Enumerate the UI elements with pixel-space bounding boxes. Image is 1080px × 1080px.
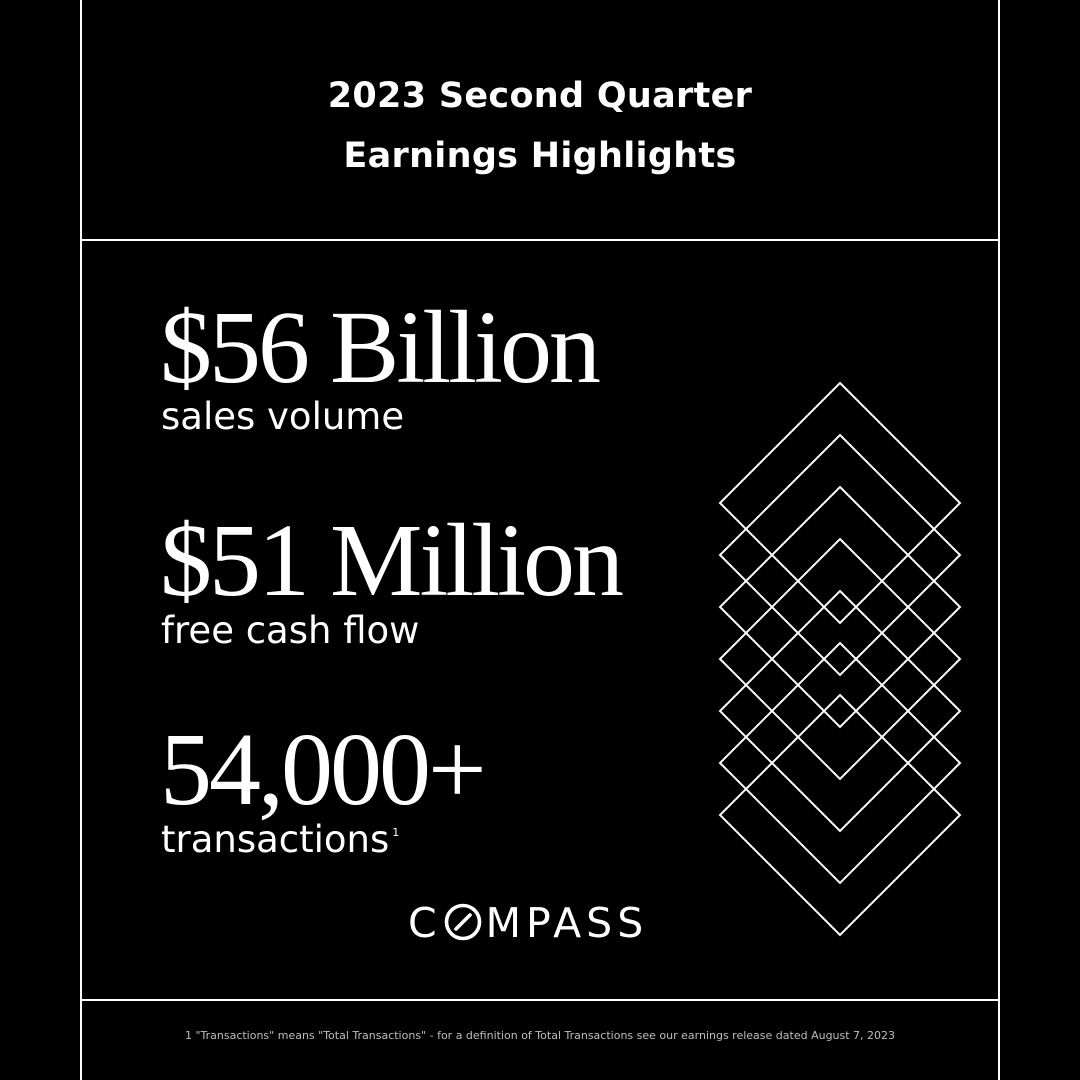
page-title-line-1: 2023 Second Quarter (327, 76, 753, 116)
footnote-text: 1 "Transactions" means "Total Transactions" - for a definition of Total Transactions see our earnings release dated August 7, 2023 (184, 1029, 896, 1042)
stat-sales-volume-value: $56 Billion (160, 290, 598, 405)
stat-transactions-label (161, 818, 400, 861)
page-title-line-2: Earnings Highlights (343, 136, 737, 176)
diamond-4 (720, 539, 960, 779)
footer-divider (80, 999, 1000, 1001)
diamond-3 (720, 487, 960, 727)
diamond-2 (720, 435, 960, 675)
stat-transactions-value: 54,000+ (160, 712, 484, 827)
frame-right-border (998, 0, 1000, 1080)
stat-free-cash-flow-label: free cash flow (161, 609, 420, 652)
diamond-5 (720, 591, 960, 831)
compass-logo (408, 899, 649, 947)
logo-letter-c: C (408, 899, 442, 947)
header-divider (80, 239, 1000, 241)
footnote-reference-mark: 1 (392, 826, 400, 839)
diamond-lattice-icon (710, 375, 970, 945)
diamond-7 (720, 695, 960, 935)
stat-free-cash-flow-value: $51 Million (160, 503, 622, 618)
logo-letters-mpass: MPASS (485, 899, 649, 947)
compass-o-icon (443, 902, 483, 942)
stat-transactions-label-text: transactions (161, 818, 390, 861)
diamond-6 (720, 643, 960, 883)
stat-sales-volume-label: sales volume (161, 395, 405, 438)
diamond-1 (720, 383, 960, 623)
